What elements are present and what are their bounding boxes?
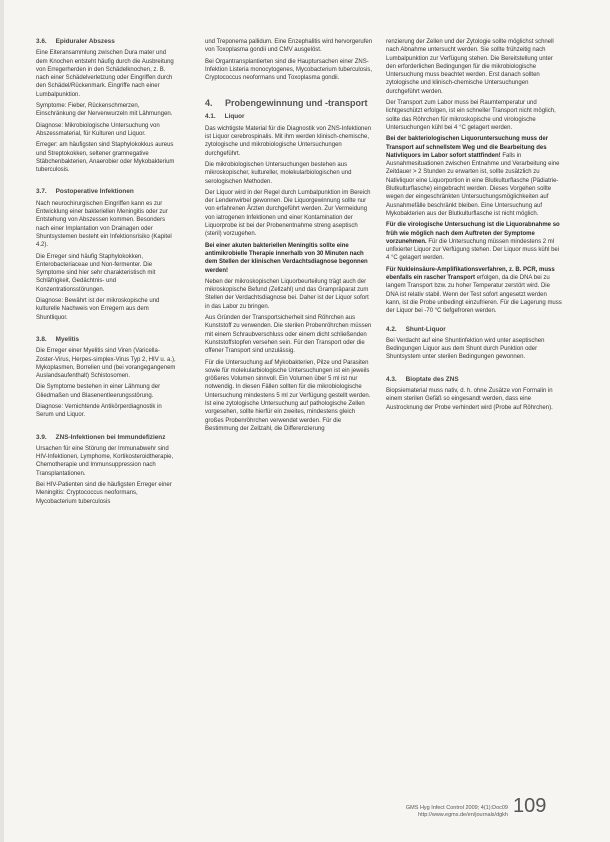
section-heading: 4.2. Shunt-Liquor [386,325,446,333]
paragraph: Der Transport zum Labor muss bei Raumtemperatur und lichtgeschützt erfolgen, ist ein schneller Transport nicht möglich, sollte das Röhrchen für mikroskopische und virologische Untersuchungen kühl bei 4 °C gelagert werden. [386,100,556,131]
paragraph: Die mikrobiologischen Untersuchungen bestehen aus mikroskopischer, kultureller, molekularbiologischen und serologischen Methoden. [205,161,352,185]
paragraph: Bei der bakteriologischen Liquoruntersuchung muss der Transport auf schnellstem Weg und die Bearbeitung des Nativliquors im Labor sofort stattfinden! Falls in Ausnahmesituationen zwischen Entnahme und Verarbeitung eine Zeitdauer > 2 Stunden zu erwarten ist, sollte zusätzlich zu Nativliquor eine Liquorportion in eine Blutkulturflasche (Pädiatrie-Blutkulturflasche) eingebracht werden. Dieses Vorgehen sollte wegen der eingeschränkten Untersuchungsmöglichkeiten auf Ausnahmefälle beschränkt bleiben. Eine Untersuchung auf Mykobakterien aus der Blutkulturflasche ist nicht möglich. [386,136,560,217]
paragraph: Ursachen für eine Störung der Immunabwehr sind HIV-Infektionen, Lymphome, Kortikosteroidtherapie, Chemotherapie und Immunsuppression nach Transplantationen. [36,445,174,477]
section-4-3 [386,376,562,412]
paragraph: Bei Organtransplantierten sind die Hauptursachen einer ZNS-Infektion Listeria monocytogenes, Mycobacterium tuberculosis, Cryptococcus neoformans und Toxoplasma gondii. [205,58,373,82]
paragraph: Diagnose: Mikrobiologische Untersuchung von Abszessmaterial, für Kulturen und Liquor. [36,122,160,137]
section-3-7 [36,188,176,321]
paragraph: Für Nukleinsäure-Amplifikationsverfahren, z. B. PCR, muss ebenfalls ein rascher Transport erfolgen, da die DNA bei zu langem Transport bzw. zu hoher Temperatur zerstört wird. Die DNA ist relativ stabil. Wenn der Test sofort angesetzt werden kann, ist die Probe unbedingt einzufrieren. Für die Lagerung muss der Liquor bei -70 °C tiefgefroren werden. [386,266,562,315]
paragraph: Für die Untersuchung auf Mykobakterien, Pilze und Parasiten sowie für molekularbiologische Untersuchungen ist ein jeweils größeres Volumen sinnvoll. Ein Volumen über 5 ml ist nur notwendig. In diesen Fällen sollten für die mikrobiologische Untersuchung mindestens 5 ml zur Verfügung gestellt werden. Ist eine zytologische Untersuchung auf pathologische Zellen vorgesehen, sollte hierfür ein zweites, mindestens gleich großes Probenröhrchen verwendet werden. Für die Bestimmung der Zellzahl, die Differenzierung [205,359,371,432]
paragraph: Diagnose: Vernichtende Antikörperdiagnostik in Serum und Liquor. [36,403,162,419]
paragraph: Erreger: am häufigsten sind Staphylokokkus aureus und Streptokokken, seltener gramnegative Stäbchenbakterien, Anaerobier oder Mykobakterium tuberculosis. [36,142,175,174]
paragraph: Eine Eiteransammlung zwischen Dura mater und dem Knochen entsteht häufig durch die Ausbreitung von Erregerherden in den Schädelknochen, z. B. nach einer Schädelverletzung oder Eingriffen durch den Schädel/Rückenmark. Eingriffe nach einer Lumbalpunktion. [36,50,174,98]
paragraph: Neben der mikroskopischen Liquorbeurteilung trägt auch der mikroskopische Befund (Zellzahl) und das Grampräparat zum Stellen der Verdachtsdiagnose bei. Daher ist der Liquor sofort in das Labor zu bringen. [205,278,369,310]
column-left [36,38,176,520]
chapter-heading: 4. Probengewinnung und -transport [205,98,368,109]
paragraph: Symptome: Fieber, Rückenschmerzen, Einschränkung der Nervenwurzeln mit Lähmungen. [36,103,173,118]
section-3-8 [36,336,176,420]
section-3-6 [36,38,176,174]
section-heading: 4.3. Bioptate des ZNS [386,375,459,383]
section-3-9 [36,434,176,506]
journal-reference: GMS Hyg Infect Control 2009; 4(1):Doc09 [405,805,508,811]
section-heading: 4.1. Liquor [205,113,245,121]
highlight-paragraph: Bei einer akuten bakteriellen Meningitis sollte eine antimikrobielle Therapie innerhalb von 30 Minuten nach dem Stellen der klinischen Verdachtsdiagnose begonnen werden! [205,242,368,274]
paragraph: Die Erreger sind häufig Staphylokokken, Enterobacteriaceae und Non-fermenter. Die Symptome sind hier sehr charakteristisch mit Schläfrigkeit, Gedächtnis- und Konzentrationsstörungen. [36,253,156,293]
paragraph: Aus Gründen der Transportsicherheit sind Röhrchen aus Kunststoff zu verwenden. Die sterilen Probenröhrchen müssen mit einem Schraubverschluss oder einem dicht schließenden Kunststoffstopfen versehen sein. Für den Transport oder die offener Transport sind unzulässig. [205,315,372,355]
paragraph: und Treponema pallidum. Eine Enzephalitis wird hervorgerufen von Toxoplasma gondii und CMV ausgelöst. [205,39,373,54]
paragraph: Die Symptome bestehen in einer Lähmung der Gliedmaßen und Blasenentleerungsstörung. [36,384,161,399]
paragraph: Nach neurochirurgischen Eingriffen kann es zur Entwicklung einer bakteriellen Meningitis oder zur Entstehung von Abszessen kommen. Besonders nach einer Implantation von Drainagen oder Shuntsystemen besteht ein Infektionsrisiko (Kapitel 4.2). [36,200,172,249]
section-heading: 3.6. Epiduraler Abszess [36,38,115,45]
column-middle [205,38,375,436]
paragraph: renzierung der Zellen und der Zytologie sollte möglichst schnell nach Abnahme untersucht werden. Sie sollte frühzeitig nach Lumbalpunktion zur Verfügung stehen. Die Bereitstellung unter den erforderlichen Bedingungen für die mikrobiologische Untersuchung muss beachtet werden. Erst danach sollten zytologische und klinisch-chemische Untersuchungen durchgeführt werden. [386,39,554,95]
paragraph: Der Liquor wird in der Regel durch Lumbalpunktion im Bereich der Lendenwirbel gewonnen. Die Liquorgewinnung sollte nur von erfahrenen Ärzten durchgeführt werden. Zur Vermeidung von iatrogenen Infektionen und einer Kontamination der Liquorprobe ist bei der Probenentnahme streng aseptisch (steril) vorzugehen. [205,189,371,238]
paragraph: Das wichtigste Material für die Diagnostik von ZNS-Infektionen ist Liquor cerebrospinalis. Mit ihm werden klinisch-chemische, zytologische und mikrobiologische Untersuchungen durchgeführt. [205,125,372,157]
paragraph: Bei HIV-Patienten sind die häufigsten Erreger einer Meningitis: Cryptococcus neoformans, Mycobacterium tuberculosis [36,482,172,505]
paragraph: Die Erreger einer Myelitis sind Viren (Varicella-Zoster-Virus, Herpes-simplex-Virus Typ 2, HIV u. a.), Mykoplasmen, Borrelien und (bei vorangegangenem Auslandsaufenthalt) Schistosomen. [36,348,176,380]
journal-url[interactable]: http://www.egms.de/en/journals/dgkh [418,812,508,818]
page-number: 109 [513,795,547,817]
section-4-2 [386,326,562,362]
paragraph: Bei Verdacht auf eine Shuntinfektion wird unter aseptischen Bedingungen Liquor aus dem Shunt durch Punktion oder Shuntsystem unter sterilen Bedingungen gewonnen. [386,337,545,361]
paragraph: Für die virologische Untersuchung ist die Liquorabnahme so früh wie möglich nach dem Auftreten der Symptome vorzunehmen. Für die Untersuchung müssen mindestens 2 ml unfixierter Liquor zur Verfügung stehen. Der Liquor muss kühl bei 4 °C gelagert werden. [386,222,560,262]
scan-edge [0,0,4,842]
section-heading: 3.7. Postoperative Infektionen [36,188,134,196]
paragraph: Diagnose: Bewährt ist der mikroskopische und kulturelle Nachweis von Erregern aus dem Shuntliquor. [36,298,160,321]
footer-citation [378,805,508,819]
paragraph: Biopsiematerial muss nativ, d. h. ohne Zusätze von Formalin in einem sterilen Gefäß so eingesandt werden, dass eine Austrocknung der Probe verhindert wird (Probe auf Röhrchen). [386,387,553,411]
column-right [386,38,562,426]
section-heading: 3.9. ZNS-Infektionen bei Immundefizienz [36,433,166,441]
section-heading: 3.8. Myelitis [36,335,80,343]
